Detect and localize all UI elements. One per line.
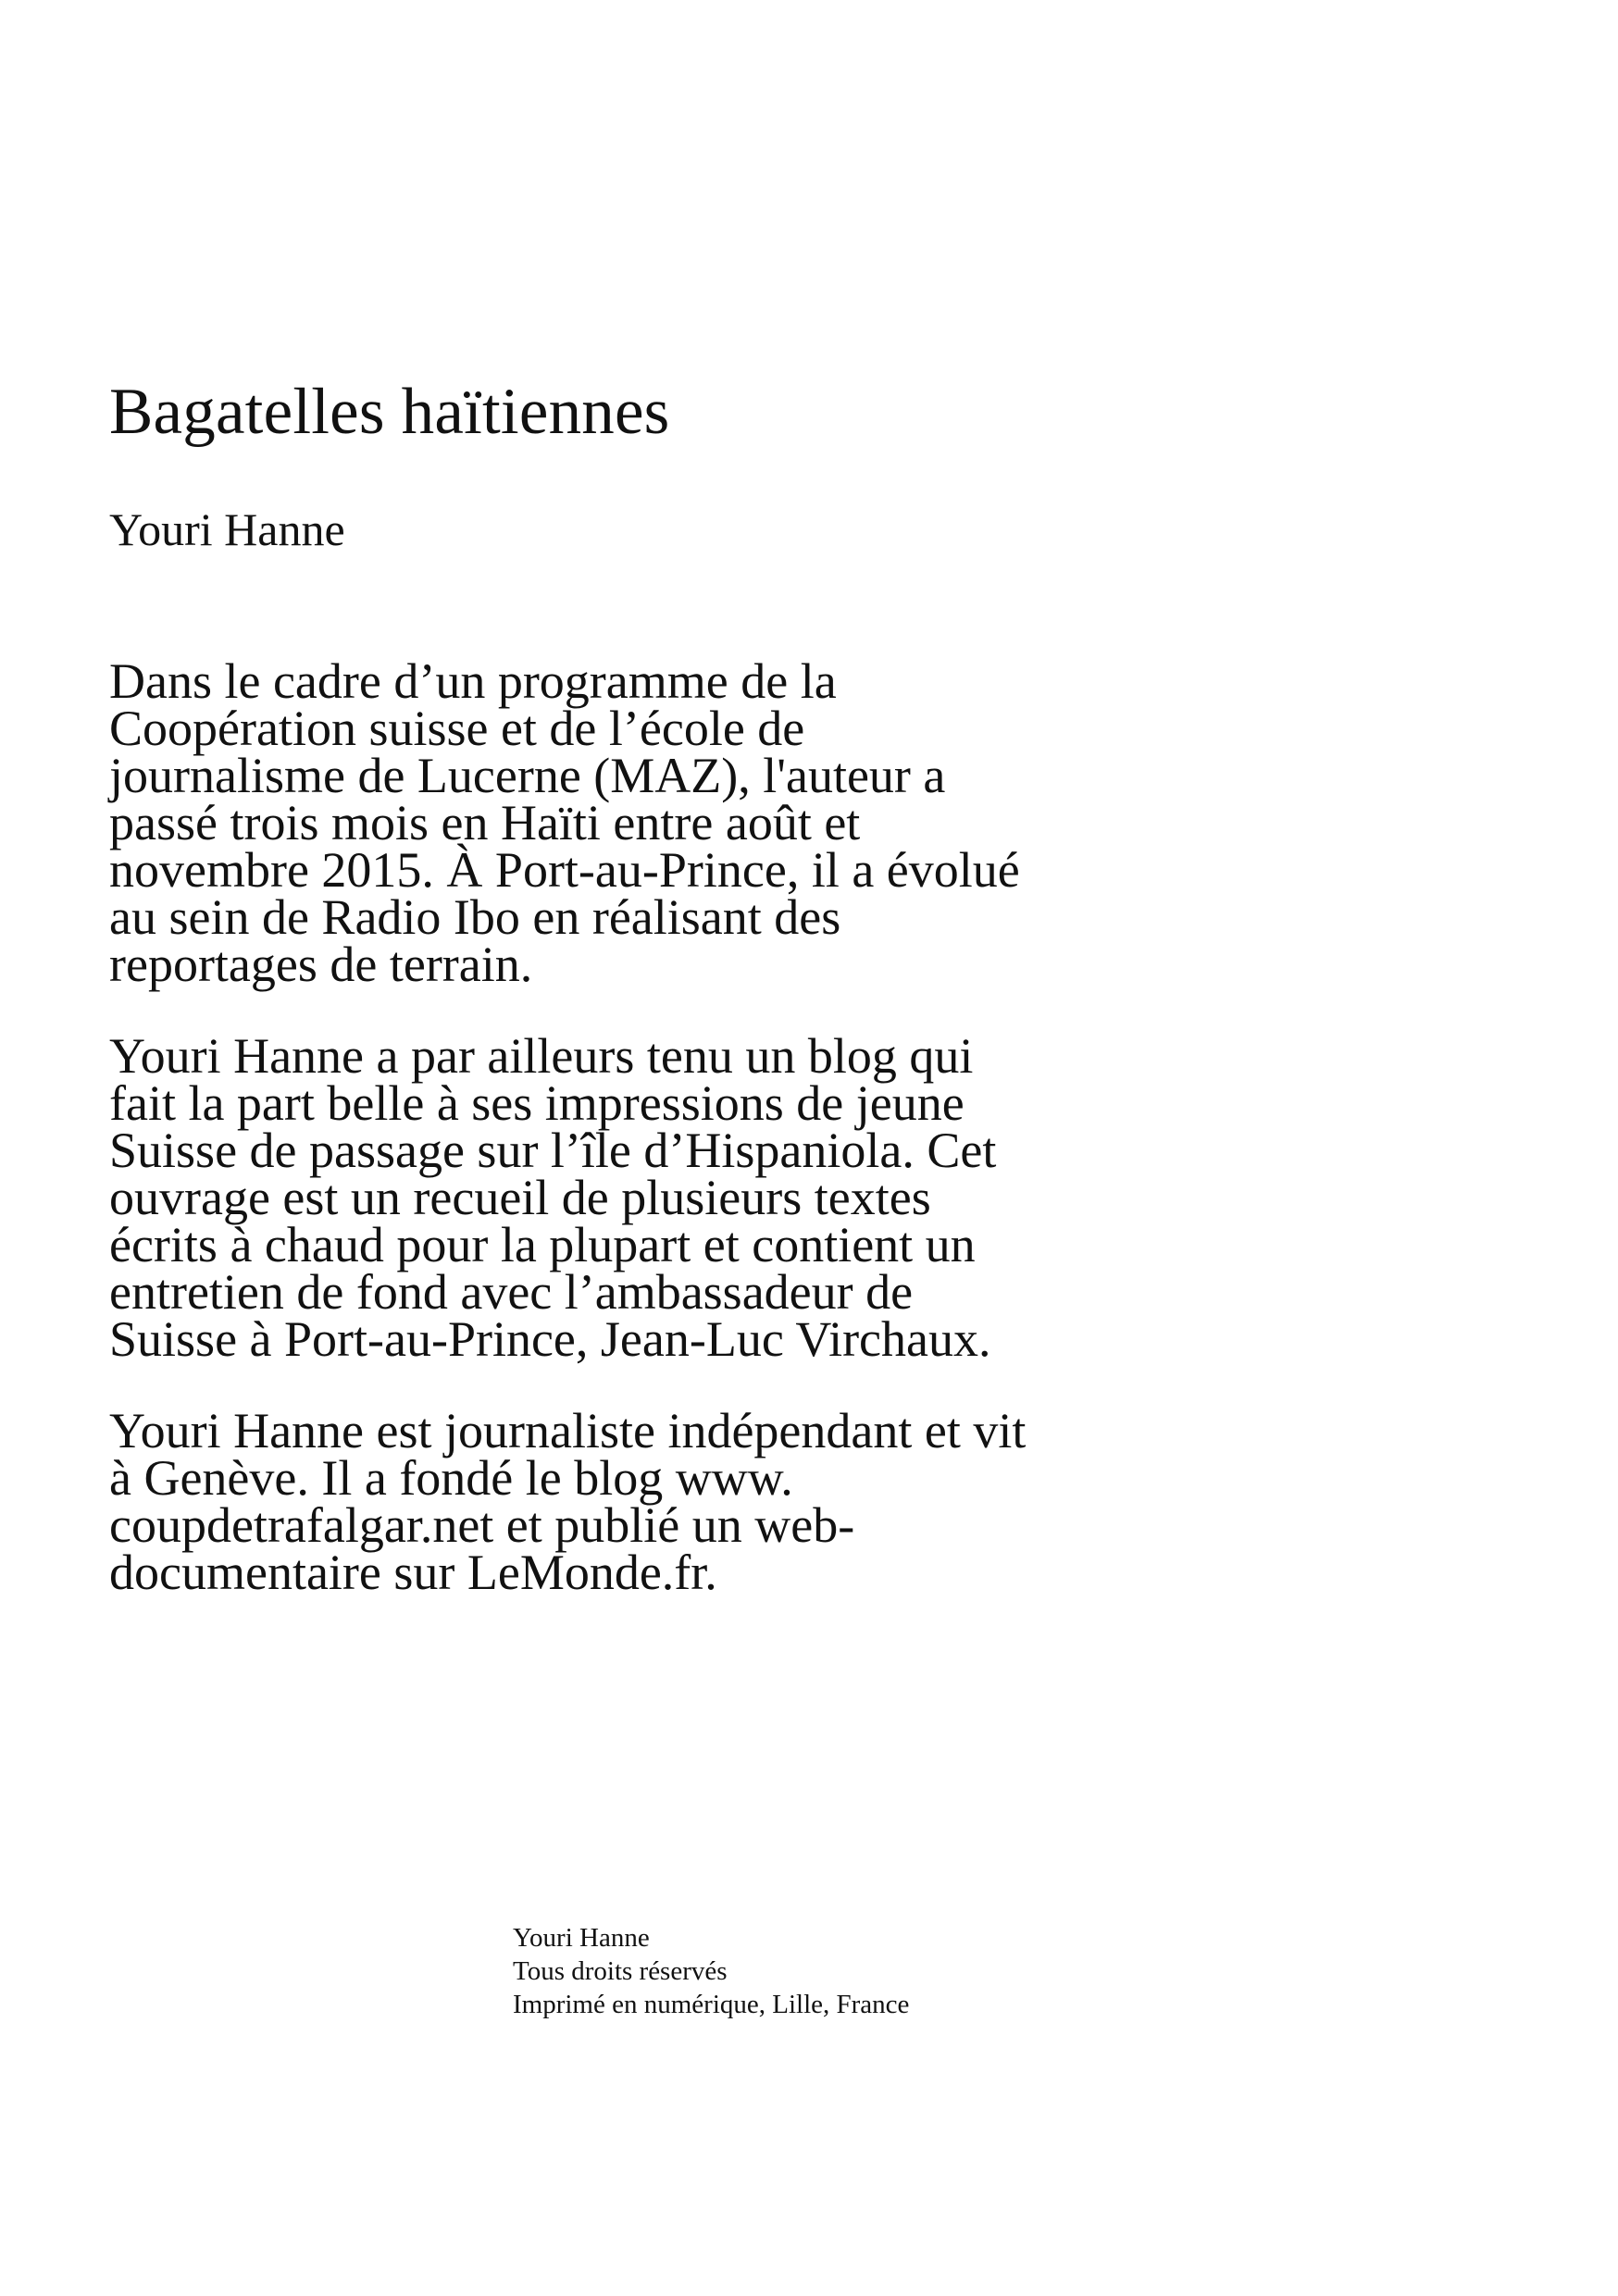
- description-line: novembre 2015. À Port-au-Prince, il a évolué: [109, 842, 1020, 898]
- book-title: Bagatelles haïtiennes: [109, 376, 670, 448]
- description-line: ouvrage est un recueil de plusieurs textes: [109, 1170, 931, 1225]
- description-line: entretien de fond avec l’ambassadeur de: [109, 1264, 914, 1320]
- book-author: Youri Hanne: [109, 503, 345, 555]
- description-paragraph-1: [109, 653, 1026, 992]
- description-line: reportages de terrain.: [109, 937, 533, 992]
- description-line: documentaire sur LeMonde.fr.: [109, 1545, 717, 1600]
- description-line: Youri Hanne a par ailleurs tenu un blog qui: [109, 1028, 974, 1084]
- colophon-author: Youri Hanne: [513, 1923, 650, 1953]
- book-description: [109, 653, 1027, 1641]
- description-line: Youri Hanne est journaliste indépendant et vit: [109, 1403, 1027, 1458]
- description-paragraph-3: [109, 1403, 1027, 1600]
- colophon-rights: Tous droits réservés: [513, 1956, 728, 1986]
- colophon-printing: Imprimé en numérique, Lille, France: [513, 1990, 910, 2019]
- description-line: passé trois mois en Haïti entre août et: [109, 795, 861, 850]
- description-line: coupdetrafalgar.net et publié un web-: [109, 1497, 855, 1553]
- description-line: à Genève. Il a fondé le blog www.: [109, 1450, 793, 1506]
- description-line: écrits à chaud pour la plupart et contient un: [109, 1217, 976, 1272]
- description-paragraph-2: [109, 1028, 1026, 1367]
- description-line: Dans le cadre d’un programme de la: [109, 653, 837, 709]
- description-line: Suisse de passage sur l’île d’Hispaniola. Cet: [109, 1123, 997, 1178]
- description-line: au sein de Radio Ibo en réalisant des: [109, 889, 841, 945]
- description-line: fait la part belle à ses impressions de jeune: [109, 1075, 965, 1131]
- description-line: journalisme de Lucerne (MAZ), l'auteur a: [109, 748, 946, 803]
- description-line: Suisse à Port-au-Prince, Jean-Luc Virchaux.: [109, 1311, 991, 1367]
- publisher-colophon: [513, 1921, 909, 2021]
- description-line: Coopération suisse et de l’école de: [109, 701, 805, 756]
